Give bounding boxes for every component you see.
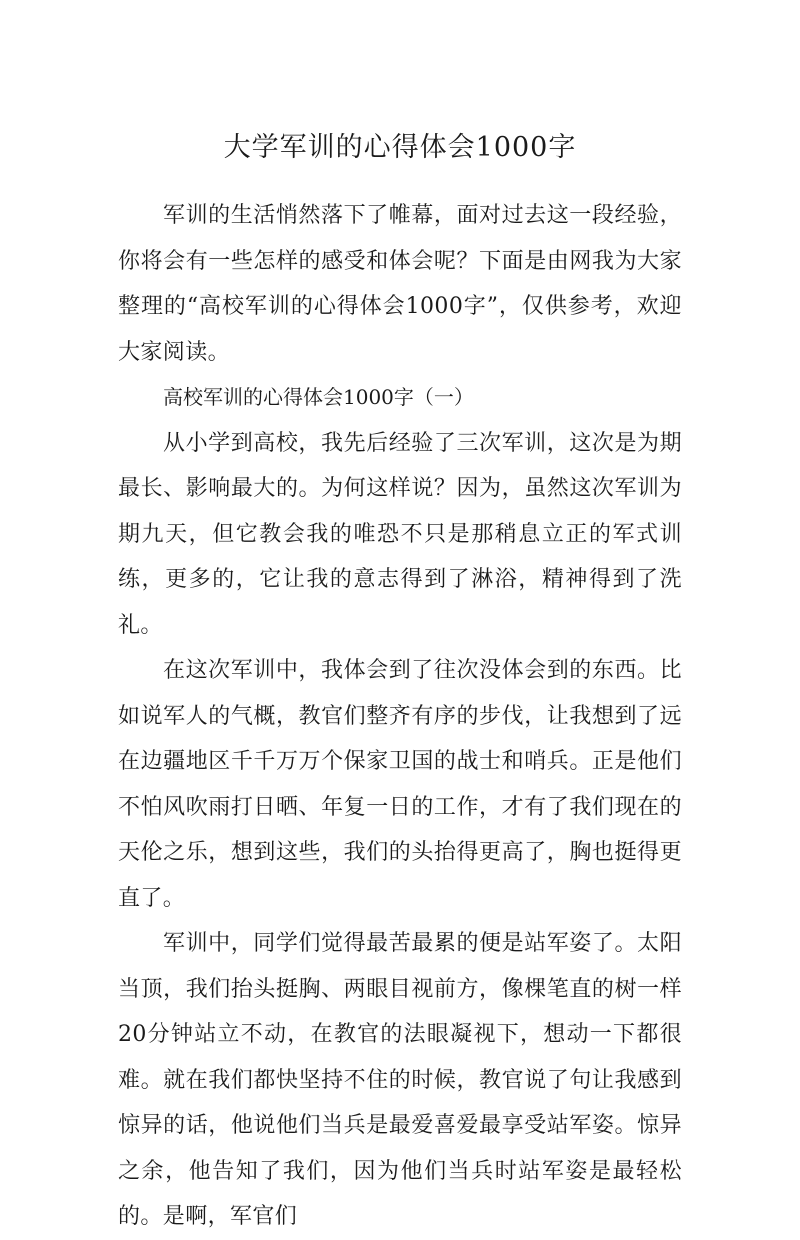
document-body xyxy=(118,193,682,1240)
body-paragraph: 从小学到高校，我先后经验了三次军训，这次是为期最长、影响最大的。为何这样说？因为，虽然这次军训为期九天，但它教会我的唯恐不只是那稍息立正的军式训练，更多的，它让我的意志得到了淋浴，精神得到了洗礼。 xyxy=(118,430,682,638)
body-paragraph: 在这次军训中，我体会到了往次没体会到的东西。比如说军人的气概，教官们整齐有序的步伐，让我想到了远在边疆地区千千万万个保家卫国的战士和哨兵。正是他们不怕风吹雨打日晒、年复一日的工作，才有了我们现在的天伦之乐，想到这些，我们的头抬得更高了，胸也挺得更直了。 xyxy=(118,658,682,911)
body-paragraph: 军训中，同学们觉得最苦最累的便是站军姿了。太阳当顶，我们抬头挺胸、两眼目视前方，像棵笔直的树一样20分钟站立不动，在教官的法眼凝视下，想动一下都很难。就在我们都快坚持不住的时候，教官说了句让我感到惊异的话，他说他们当兵是最爱喜爱最享受站军姿。惊异之余，他告知了我们，因为他们当兵时站军姿是最轻松的。是啊，军官们 xyxy=(118,931,682,1229)
section-heading: 高校军训的心得体会1000字（一） xyxy=(163,385,474,409)
intro-paragraph: 军训的生活悄然落下了帷幕，面对过去这一段经验，你将会有一些怎样的感受和体会呢？下面是由网我为大家整理的“高校军训的心得体会1000字”，仅供参考，欢迎大家阅读。 xyxy=(118,203,682,365)
document-title: 大学军训的心得体会1000字 xyxy=(223,132,577,163)
